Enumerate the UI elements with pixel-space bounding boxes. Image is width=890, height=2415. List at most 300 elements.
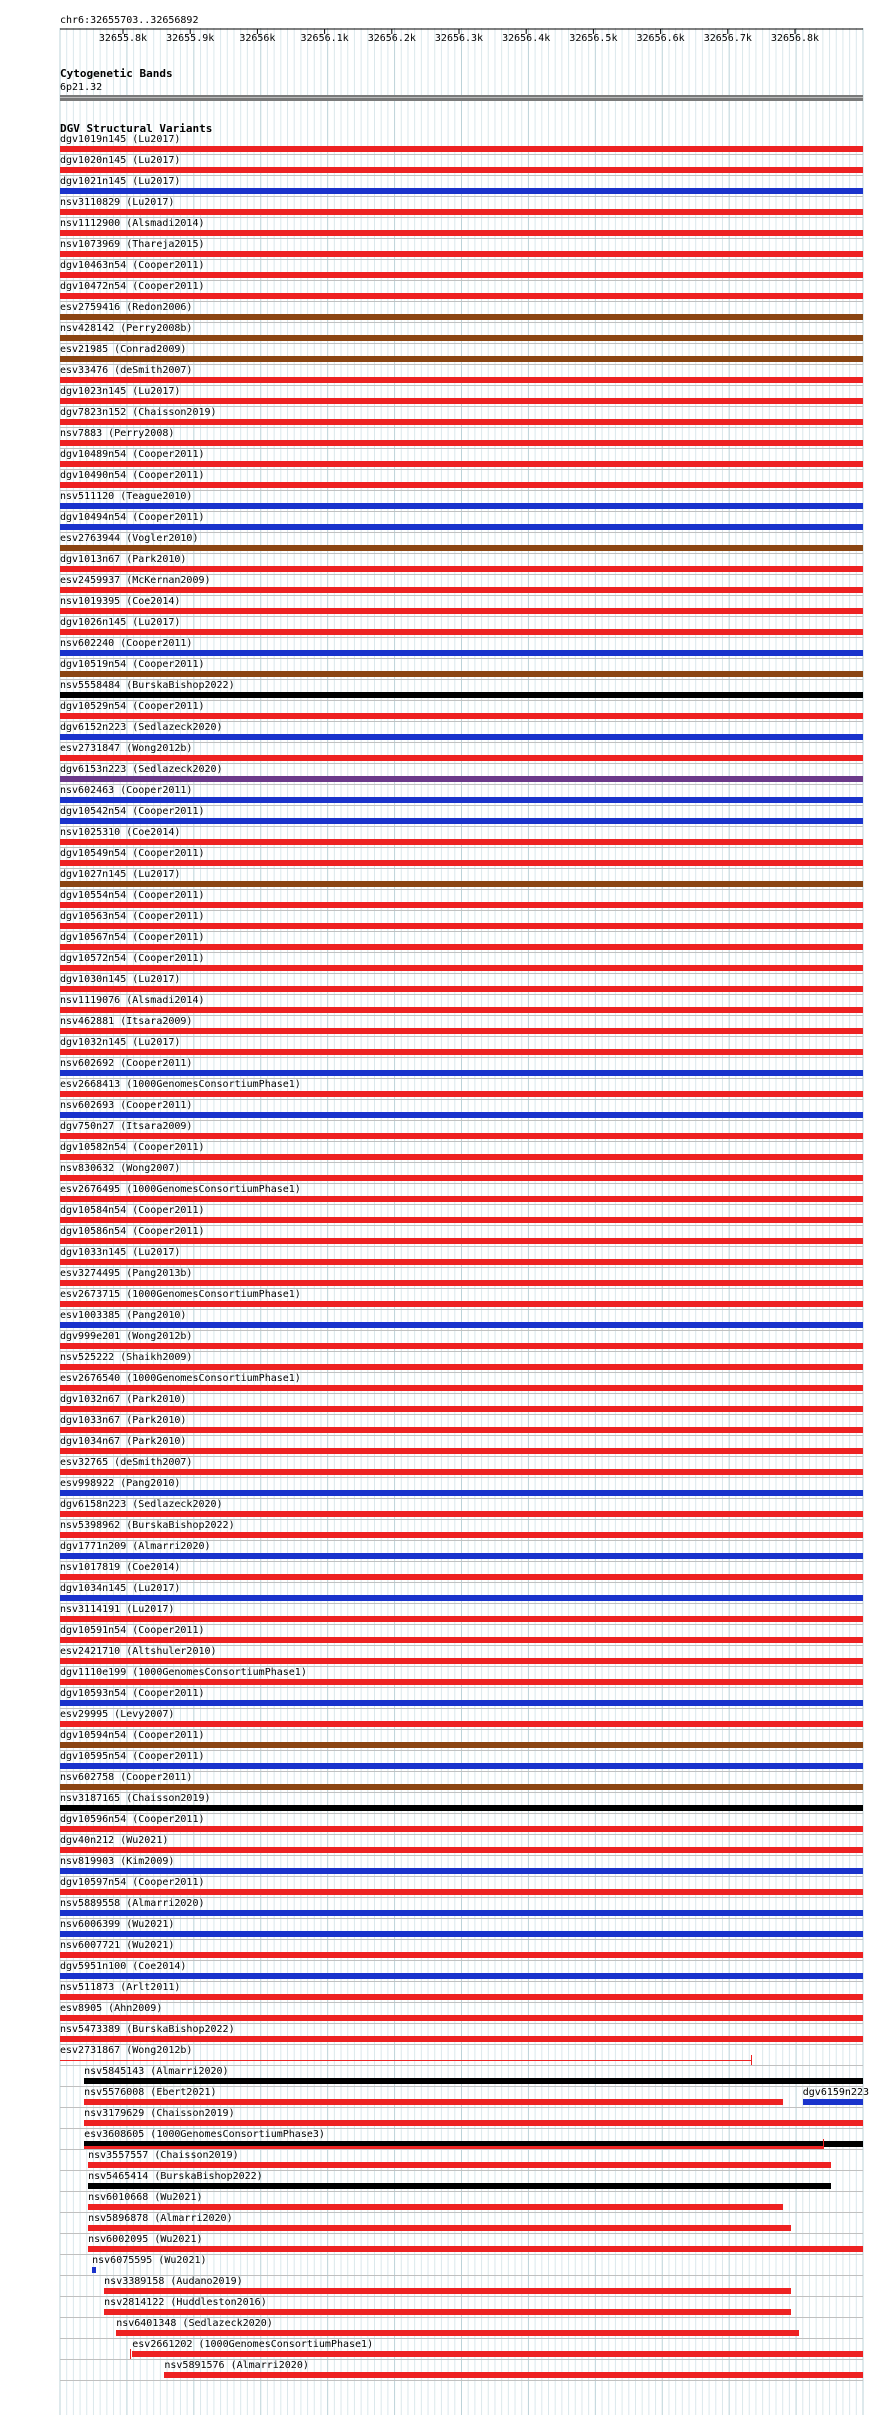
sv-track-row[interactable] — [0, 1268, 890, 1289]
sv-label[interactable]: nsv5889558 (Almarri2020) — [60, 1898, 205, 1909]
sv-label[interactable]: nsv3389158 (Audano2019) — [104, 2276, 243, 2287]
sv-label[interactable]: esv2759416 (Redon2006) — [60, 302, 193, 313]
sv-bar[interactable] — [60, 293, 863, 299]
sv-bar[interactable] — [60, 860, 863, 866]
sv-track-row[interactable] — [0, 1394, 890, 1415]
sv-label[interactable]: dgv10490n54 (Cooper2011) — [60, 470, 205, 481]
sv-bar[interactable] — [60, 902, 863, 908]
sv-bar[interactable] — [60, 1238, 863, 1244]
sv-label[interactable]: nsv525222 (Shaikh2009) — [60, 1352, 193, 1363]
sv-label[interactable]: dgv10529n54 (Cooper2011) — [60, 701, 205, 712]
sv-track-row[interactable] — [0, 1100, 890, 1121]
sv-label[interactable]: dgv10596n54 (Cooper2011) — [60, 1814, 205, 1825]
sv-track-row[interactable] — [0, 1982, 890, 2003]
sv-label[interactable]: nsv3179629 (Chaisson2019) — [84, 2108, 235, 2119]
sv-track-row[interactable] — [0, 911, 890, 932]
sv-bar[interactable] — [60, 650, 863, 656]
sv-track-row[interactable] — [0, 281, 890, 302]
sv-label[interactable]: esv8905 (Ahn2009) — [60, 2003, 163, 2014]
sv-track-row[interactable] — [0, 1163, 890, 1184]
sv-label[interactable]: dgv5951n100 (Coe2014) — [60, 1961, 187, 1972]
sv-label[interactable]: nsv2814122 (Huddleston2016) — [104, 2297, 267, 2308]
sv-track-row[interactable] — [0, 1457, 890, 1478]
sv-track-row[interactable] — [0, 2360, 890, 2381]
sv-label[interactable]: dgv10595n54 (Cooper2011) — [60, 1751, 205, 1762]
sv-bar[interactable] — [60, 629, 863, 635]
sv-bar[interactable] — [60, 566, 863, 572]
sv-bar[interactable] — [60, 398, 863, 404]
sv-bar[interactable] — [60, 965, 863, 971]
sv-track-row[interactable] — [0, 1499, 890, 1520]
sv-label[interactable]: dgv750n27 (Itsara2009) — [60, 1121, 193, 1132]
sv-track-row[interactable] — [0, 1583, 890, 1604]
sv-label[interactable]: dgv1026n145 (Lu2017) — [60, 617, 181, 628]
sv-label[interactable]: esv29995 (Levy2007) — [60, 1709, 175, 1720]
sv-label[interactable]: nsv428142 (Perry2008b) — [60, 323, 193, 334]
sv-bar[interactable] — [60, 167, 863, 173]
sv-bar[interactable] — [60, 776, 863, 782]
sv-label[interactable]: nsv1112900 (Alsmadi2014) — [60, 218, 205, 229]
sv-label[interactable]: dgv1034n145 (Lu2017) — [60, 1583, 181, 1594]
sv-label[interactable]: dgv1034n67 (Park2010) — [60, 1436, 187, 1447]
sv-bar[interactable] — [60, 755, 863, 761]
sv-bar[interactable] — [60, 1658, 863, 1664]
sv-track-row[interactable] — [0, 1373, 890, 1394]
sv-bar[interactable] — [132, 2351, 863, 2357]
sv-track-row[interactable] — [0, 2213, 890, 2234]
sv-bar[interactable] — [60, 1910, 863, 1916]
sv-label[interactable]: esv21985 (Conrad2009) — [60, 344, 187, 355]
sv-bar[interactable] — [60, 1343, 863, 1349]
sv-label[interactable]: nsv602692 (Cooper2011) — [60, 1058, 193, 1069]
sv-bar[interactable] — [60, 1091, 863, 1097]
sv-label[interactable]: nsv6007721 (Wu2021) — [60, 1940, 175, 1951]
sv-bar[interactable] — [60, 377, 863, 383]
sv-label[interactable]: esv2661202 (1000GenomesConsortiumPhase1) — [132, 2339, 374, 2350]
sv-bar[interactable] — [60, 1406, 863, 1412]
sv-label[interactable]: nsv3110829 (Lu2017) — [60, 197, 175, 208]
sv-label[interactable]: dgv10591n54 (Cooper2011) — [60, 1625, 205, 1636]
sv-bar[interactable] — [60, 1301, 863, 1307]
sv-bar[interactable] — [60, 1490, 863, 1496]
sv-track-row[interactable] — [0, 1667, 890, 1688]
sv-bar[interactable] — [60, 1175, 863, 1181]
sv-track-row[interactable] — [0, 2150, 890, 2171]
sv-label[interactable]: nsv5398962 (BurskaBishop2022) — [60, 1520, 235, 1531]
sv-label[interactable]: dgv6159n223 — [802, 2087, 869, 2098]
sv-track-row[interactable] — [0, 785, 890, 806]
sv-label[interactable]: esv1003385 (Pang2010) — [60, 1310, 187, 1321]
sv-label[interactable]: nsv3114191 (Lu2017) — [60, 1604, 175, 1615]
sv-track-row[interactable] — [0, 932, 890, 953]
sv-label[interactable]: nsv1073969 (Thareja2015) — [60, 239, 205, 250]
sv-label[interactable]: dgv1032n67 (Park2010) — [60, 1394, 187, 1405]
sv-bar[interactable] — [60, 1070, 863, 1076]
sv-label[interactable]: dgv1771n209 (Almarri2020) — [60, 1541, 211, 1552]
sv-track-row[interactable] — [0, 1331, 890, 1352]
sv-label[interactable]: esv998922 (Pang2010) — [60, 1478, 181, 1489]
sv-track-row[interactable] — [0, 365, 890, 386]
sv-bar[interactable] — [60, 1889, 863, 1895]
sv-track-row[interactable] — [0, 2255, 890, 2276]
sv-label[interactable]: dgv10542n54 (Cooper2011) — [60, 806, 205, 817]
sv-track-row[interactable] — [0, 1415, 890, 1436]
sv-track-row[interactable] — [0, 1793, 890, 1814]
sv-track-row[interactable] — [0, 1688, 890, 1709]
sv-bar[interactable] — [60, 524, 863, 530]
sv-bar[interactable] — [60, 1700, 863, 1706]
sv-bar[interactable] — [60, 461, 863, 467]
sv-track-row[interactable] — [0, 974, 890, 995]
sv-track-row[interactable] — [0, 2234, 890, 2255]
sv-label[interactable]: nsv602240 (Cooper2011) — [60, 638, 193, 649]
sv-bar[interactable] — [60, 1553, 863, 1559]
sv-track-row[interactable] — [0, 1814, 890, 1835]
sv-bar[interactable] — [60, 251, 863, 257]
sv-bar[interactable] — [60, 503, 863, 509]
sv-track-row[interactable] — [0, 722, 890, 743]
sv-track-row[interactable] — [0, 491, 890, 512]
sv-bar[interactable] — [60, 272, 863, 278]
sv-bar[interactable] — [60, 1385, 863, 1391]
sv-label[interactable]: nsv5473389 (BurskaBishop2022) — [60, 2024, 235, 2035]
sv-label[interactable]: esv3608605 (1000GenomesConsortiumPhase3) — [84, 2129, 325, 2140]
sv-track-row[interactable] — [0, 1205, 890, 1226]
sv-label[interactable]: dgv1030n145 (Lu2017) — [60, 974, 181, 985]
sv-bar[interactable] — [84, 2078, 863, 2084]
sv-bar[interactable] — [60, 188, 863, 194]
sv-track-row[interactable] — [0, 155, 890, 176]
sv-bar[interactable] — [60, 1721, 863, 1727]
sv-label[interactable]: nsv602463 (Cooper2011) — [60, 785, 193, 796]
sv-label[interactable]: esv2731867 (Wong2012b) — [60, 2045, 193, 2056]
sv-track-row[interactable] — [0, 1940, 890, 1961]
sv-bar[interactable] — [60, 419, 863, 425]
sv-label[interactable]: nsv7883 (Perry2008) — [60, 428, 175, 439]
sv-bar[interactable] — [60, 1259, 863, 1265]
sv-bar[interactable] — [60, 1952, 863, 1958]
sv-label[interactable]: dgv10572n54 (Cooper2011) — [60, 953, 205, 964]
sv-track-row[interactable] — [0, 701, 890, 722]
sv-label[interactable]: dgv10597n54 (Cooper2011) — [60, 1877, 205, 1888]
sv-track-row[interactable] — [0, 1058, 890, 1079]
sv-bar[interactable] — [60, 692, 863, 698]
sv-label[interactable]: esv2673715 (1000GenomesConsortiumPhase1) — [60, 1289, 301, 1300]
sv-track-row[interactable] — [0, 575, 890, 596]
sv-track-row[interactable] — [0, 1751, 890, 1772]
sv-bar[interactable] — [60, 587, 863, 593]
sv-bar[interactable] — [60, 1637, 863, 1643]
sv-bar[interactable] — [60, 314, 863, 320]
sv-bar[interactable] — [60, 986, 863, 992]
sv-track-row[interactable] — [0, 1562, 890, 1583]
sv-track-row[interactable] — [0, 1877, 890, 1898]
sv-bar[interactable] — [60, 1049, 863, 1055]
sv-track-row[interactable] — [0, 827, 890, 848]
sv-track-row[interactable] — [0, 680, 890, 701]
sv-track-row[interactable] — [0, 302, 890, 323]
sv-bar[interactable] — [84, 2120, 863, 2126]
sv-track-row[interactable] — [0, 1184, 890, 1205]
sv-bar[interactable] — [60, 608, 863, 614]
sv-bar[interactable] — [88, 2246, 863, 2252]
sv-bar[interactable] — [60, 734, 863, 740]
sv-track-row[interactable] — [0, 953, 890, 974]
sv-track-row[interactable] — [0, 596, 890, 617]
sv-bar[interactable] — [60, 1763, 863, 1769]
sv-bar[interactable] — [60, 1133, 863, 1139]
sv-track-row[interactable] — [0, 407, 890, 428]
sv-track-row[interactable] — [0, 1436, 890, 1457]
sv-bar[interactable] — [84, 2099, 783, 2105]
sv-label[interactable]: dgv10563n54 (Cooper2011) — [60, 911, 205, 922]
sv-label[interactable]: dgv6158n223 (Sedlazeck2020) — [60, 1499, 223, 1510]
sv-track-row[interactable] — [0, 218, 890, 239]
sv-label[interactable]: esv2421710 (Altshuler2010) — [60, 1646, 217, 1657]
sv-bar[interactable] — [60, 1868, 863, 1874]
sv-label[interactable]: dgv1021n145 (Lu2017) — [60, 176, 181, 187]
sv-bar[interactable] — [60, 1532, 863, 1538]
sv-label[interactable]: dgv7823n152 (Chaisson2019) — [60, 407, 217, 418]
sv-label[interactable]: nsv5558484 (BurskaBishop2022) — [60, 680, 235, 691]
sv-label[interactable]: dgv10593n54 (Cooper2011) — [60, 1688, 205, 1699]
sv-track-row[interactable] — [0, 470, 890, 491]
sv-bar[interactable] — [104, 2288, 791, 2294]
sv-track-row[interactable] — [0, 1079, 890, 1100]
sv-label[interactable]: nsv830632 (Wong2007) — [60, 1163, 181, 1174]
sv-label[interactable]: esv3274495 (Pang2013b) — [60, 1268, 193, 1279]
sv-bar[interactable] — [60, 1469, 863, 1475]
sv-track-row[interactable] — [0, 2003, 890, 2024]
sv-bar[interactable] — [60, 1826, 863, 1832]
sv-track-row[interactable] — [0, 1961, 890, 1982]
sv-bar[interactable] — [104, 2309, 791, 2315]
sv-label[interactable]: dgv10549n54 (Cooper2011) — [60, 848, 205, 859]
sv-track-row[interactable] — [0, 1037, 890, 1058]
sv-label[interactable]: dgv6153n223 (Sedlazeck2020) — [60, 764, 223, 775]
sv-label[interactable]: nsv6401348 (Sedlazeck2020) — [116, 2318, 273, 2329]
sv-bar[interactable] — [60, 1112, 863, 1118]
sv-label[interactable]: nsv602758 (Cooper2011) — [60, 1772, 193, 1783]
sv-track-row[interactable] — [0, 386, 890, 407]
sv-label[interactable]: nsv819903 (Kim2009) — [60, 1856, 175, 1867]
sv-track-row[interactable] — [0, 2045, 890, 2066]
sv-label[interactable]: nsv3187165 (Chaisson2019) — [60, 1793, 211, 1804]
sv-label[interactable]: dgv10519n54 (Cooper2011) — [60, 659, 205, 670]
sv-track-row[interactable] — [0, 1625, 890, 1646]
sv-track-row[interactable] — [0, 323, 890, 344]
sv-bar[interactable] — [60, 818, 863, 824]
sv-label[interactable]: nsv5465414 (BurskaBishop2022) — [88, 2171, 263, 2182]
sv-track-row[interactable] — [0, 2339, 890, 2360]
sv-bar[interactable] — [60, 1994, 863, 2000]
sv-track-row[interactable] — [0, 533, 890, 554]
sv-bar[interactable] — [60, 1595, 863, 1601]
cytogenetic-band-bar[interactable] — [60, 95, 863, 101]
sv-track-row[interactable] — [0, 2192, 890, 2213]
sv-label[interactable]: esv2731847 (Wong2012b) — [60, 743, 193, 754]
sv-label[interactable]: dgv10472n54 (Cooper2011) — [60, 281, 205, 292]
sv-track-row[interactable] — [0, 1730, 890, 1751]
sv-bar[interactable] — [88, 2204, 783, 2210]
sv-label[interactable]: nsv5576008 (Ebert2021) — [84, 2087, 217, 2098]
sv-track-row[interactable] — [0, 1604, 890, 1625]
sv-bar[interactable] — [60, 209, 863, 215]
sv-track-row[interactable] — [0, 239, 890, 260]
sv-label[interactable]: dgv1032n145 (Lu2017) — [60, 1037, 181, 1048]
sv-label[interactable]: dgv1110e199 (1000GenomesConsortiumPhase1) — [60, 1667, 307, 1678]
sv-track-row[interactable] — [0, 1541, 890, 1562]
sv-label[interactable]: dgv10582n54 (Cooper2011) — [60, 1142, 205, 1153]
sv-label[interactable]: nsv5891576 (Almarri2020) — [164, 2360, 309, 2371]
sv-bar[interactable] — [60, 1847, 863, 1853]
sv-track-row[interactable] — [0, 1835, 890, 1856]
sv-track-row[interactable] — [0, 2171, 890, 2192]
sv-track-row[interactable] — [0, 1016, 890, 1037]
sv-bar[interactable] — [60, 1427, 863, 1433]
sv-track-row[interactable] — [0, 764, 890, 785]
sv-bar[interactable] — [60, 2015, 863, 2021]
sv-bar[interactable] — [92, 2267, 96, 2273]
sv-track-row[interactable] — [0, 743, 890, 764]
sv-bar[interactable] — [60, 1364, 863, 1370]
sv-label[interactable]: esv2459937 (McKernan2009) — [60, 575, 211, 586]
sv-bar[interactable] — [60, 1217, 863, 1223]
sv-label[interactable]: dgv1033n145 (Lu2017) — [60, 1247, 181, 1258]
sv-label[interactable]: nsv1025310 (Coe2014) — [60, 827, 181, 838]
sv-bar[interactable] — [60, 1028, 863, 1034]
sv-track-row[interactable] — [0, 848, 890, 869]
sv-bar[interactable] — [60, 671, 863, 677]
sv-label[interactable]: nsv6075595 (Wu2021) — [92, 2255, 207, 2266]
sv-bar[interactable] — [60, 1448, 863, 1454]
sv-track-row[interactable] — [0, 617, 890, 638]
sv-label[interactable]: dgv1027n145 (Lu2017) — [60, 869, 181, 880]
sv-bar[interactable] — [116, 2330, 799, 2336]
sv-bar[interactable] — [60, 440, 863, 446]
sv-label[interactable]: esv33476 (deSmith2007) — [60, 365, 193, 376]
sv-track-row[interactable] — [0, 2129, 890, 2150]
sv-bar[interactable] — [60, 1784, 863, 1790]
sv-label[interactable]: esv2668413 (1000GenomesConsortiumPhase1) — [60, 1079, 301, 1090]
sv-label[interactable]: dgv10463n54 (Cooper2011) — [60, 260, 205, 271]
sv-track-row[interactable] — [0, 1856, 890, 1877]
sv-bar[interactable] — [88, 2225, 791, 2231]
sv-label[interactable]: nsv511120 (Teague2010) — [60, 491, 193, 502]
sv-bar[interactable] — [60, 2060, 751, 2061]
sv-bar[interactable] — [60, 839, 863, 845]
sv-label[interactable]: dgv10586n54 (Cooper2011) — [60, 1226, 205, 1237]
sv-track-row[interactable] — [0, 2024, 890, 2045]
sv-track-row[interactable] — [0, 1226, 890, 1247]
sv-bar[interactable] — [60, 545, 863, 551]
sv-track-row[interactable] — [0, 2066, 890, 2087]
sv-track-row[interactable] — [0, 869, 890, 890]
sv-bar[interactable] — [60, 335, 863, 341]
sv-label[interactable]: esv2676495 (1000GenomesConsortiumPhase1) — [60, 1184, 301, 1195]
sv-label[interactable]: dgv10554n54 (Cooper2011) — [60, 890, 205, 901]
sv-label[interactable]: dgv40n212 (Wu2021) — [60, 1835, 169, 1846]
sv-label[interactable]: dgv10489n54 (Cooper2011) — [60, 449, 205, 460]
sv-bar[interactable] — [60, 1280, 863, 1286]
sv-track-row[interactable] — [0, 449, 890, 470]
sv-bar[interactable] — [60, 1322, 863, 1328]
sv-track-row[interactable] — [0, 1646, 890, 1667]
sv-bar[interactable] — [60, 797, 863, 803]
sv-bar[interactable] — [88, 2162, 831, 2168]
sv-bar[interactable] — [60, 1511, 863, 1517]
sv-label[interactable]: nsv6010668 (Wu2021) — [88, 2192, 203, 2203]
sv-track-row[interactable] — [0, 1289, 890, 1310]
sv-track-row[interactable] — [0, 1772, 890, 1793]
sv-bar[interactable] — [60, 1742, 863, 1748]
sv-track-row[interactable] — [0, 1919, 890, 1940]
sv-label[interactable]: nsv6006399 (Wu2021) — [60, 1919, 175, 1930]
sv-bar[interactable] — [60, 1616, 863, 1622]
sv-track-row[interactable] — [0, 1520, 890, 1541]
sv-label[interactable]: dgv1013n67 (Park2010) — [60, 554, 187, 565]
sv-track-row[interactable] — [0, 2276, 890, 2297]
sv-label[interactable]: dgv1023n145 (Lu2017) — [60, 386, 181, 397]
sv-label[interactable]: dgv1020n145 (Lu2017) — [60, 155, 181, 166]
sv-label[interactable]: dgv1033n67 (Park2010) — [60, 1415, 187, 1426]
sv-bar[interactable] — [60, 1007, 863, 1013]
sv-track-row[interactable] — [0, 554, 890, 575]
sv-track-row[interactable] — [0, 176, 890, 197]
sv-bar[interactable] — [803, 2099, 863, 2105]
sv-label[interactable]: dgv10584n54 (Cooper2011) — [60, 1205, 205, 1216]
sv-track-row[interactable] — [0, 995, 890, 1016]
sv-label[interactable]: dgv6152n223 (Sedlazeck2020) — [60, 722, 223, 733]
sv-track-row[interactable] — [0, 2318, 890, 2339]
sv-track-row[interactable] — [0, 2297, 890, 2318]
sv-track-row[interactable] — [0, 1310, 890, 1331]
sv-track-row[interactable] — [0, 344, 890, 365]
sv-track-row[interactable] — [0, 134, 890, 155]
sv-label[interactable]: esv2763944 (Vogler2010) — [60, 533, 199, 544]
sv-label[interactable]: nsv5896878 (Almarri2020) — [88, 2213, 233, 2224]
sv-track-row[interactable] — [0, 1121, 890, 1142]
sv-bar[interactable] — [60, 923, 863, 929]
sv-track-row[interactable] — [0, 2087, 890, 2108]
sv-label[interactable]: dgv1019n145 (Lu2017) — [60, 134, 181, 145]
sv-track-row[interactable] — [0, 890, 890, 911]
sv-bar[interactable] — [60, 1574, 863, 1580]
sv-label[interactable]: nsv1119076 (Alsmadi2014) — [60, 995, 205, 1006]
sv-bar[interactable] — [60, 1931, 863, 1937]
sv-bar[interactable] — [60, 482, 863, 488]
sv-bar[interactable] — [60, 1973, 863, 1979]
sv-label[interactable]: nsv462881 (Itsara2009) — [60, 1016, 193, 1027]
sv-track-row[interactable] — [0, 806, 890, 827]
sv-label[interactable]: esv32765 (deSmith2007) — [60, 1457, 193, 1468]
sv-label[interactable]: dgv10567n54 (Cooper2011) — [60, 932, 205, 943]
sv-track-row[interactable] — [0, 1247, 890, 1268]
sv-label[interactable]: nsv511873 (Arlt2011) — [60, 1982, 181, 1993]
sv-track-row[interactable] — [0, 260, 890, 281]
sv-label[interactable]: nsv6002095 (Wu2021) — [88, 2234, 203, 2245]
sv-track-row[interactable] — [0, 1142, 890, 1163]
sv-label[interactable]: nsv1019395 (Coe2014) — [60, 596, 181, 607]
sv-bar[interactable] — [60, 356, 863, 362]
sv-bar[interactable] — [60, 2036, 863, 2042]
sv-track-row[interactable] — [0, 2108, 890, 2129]
sv-track-row[interactable] — [0, 638, 890, 659]
sv-track-row[interactable] — [0, 1352, 890, 1373]
sv-bar[interactable] — [60, 944, 863, 950]
sv-track-row[interactable] — [0, 1478, 890, 1499]
sv-bar[interactable] — [60, 1805, 863, 1811]
